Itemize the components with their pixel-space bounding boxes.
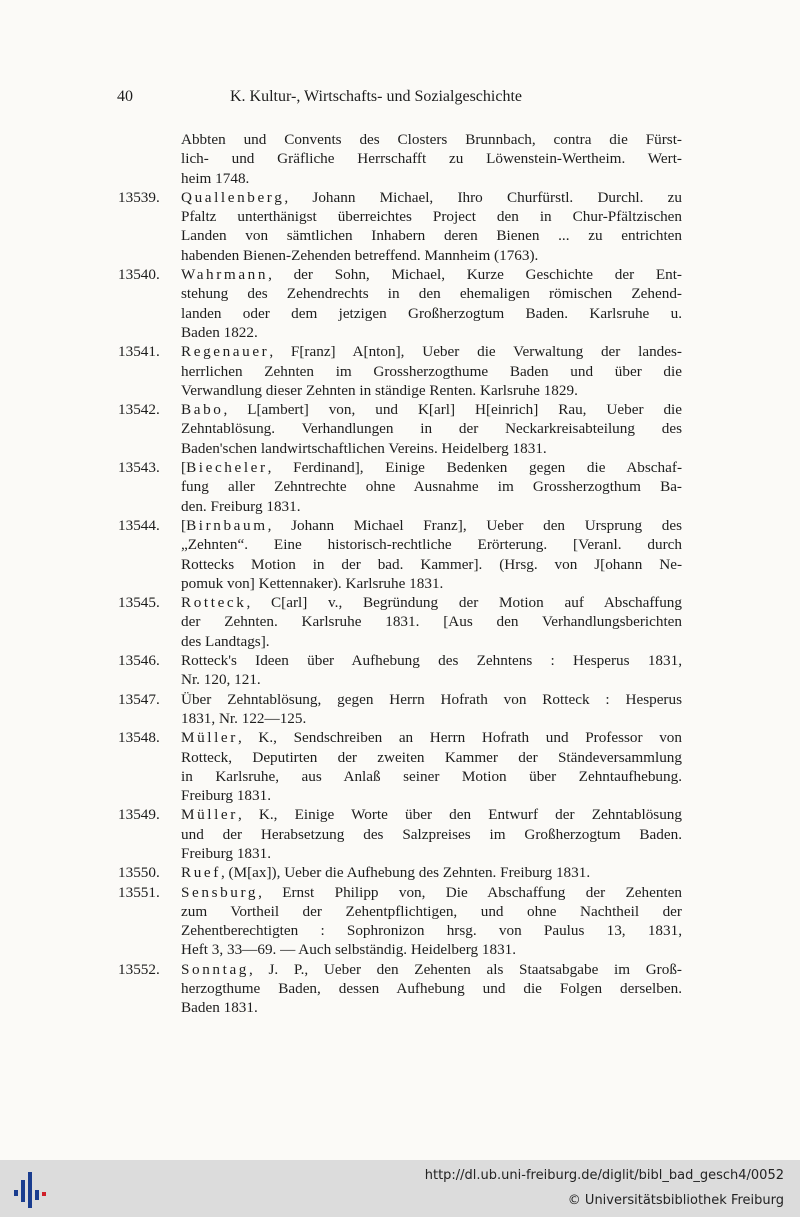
bibliography-entry [0,593,800,651]
author-name: Ruef [181,864,221,882]
entry-line: Rotteck's Ideen über Aufhebung des Zehntens : Hesperus 1831, [181,652,682,670]
entry-line: Müller, K., Einige Worte über den Entwurf der Zehntablösung [181,806,682,824]
bibliography-entry [0,130,800,188]
entry-line: Zehntablösung. Verhandlungen in der Neckarkreisabteilung des [181,420,682,438]
entry-line: heim 1748. [181,169,250,187]
entry-line: Baden 1831. [181,999,258,1017]
entry-number: 13552. [118,960,160,978]
entry-text [181,690,682,729]
entry-line: zum Vortheil der Zehentpflichtigen, und ohne Nachtheil der [181,902,682,920]
entry-line: 1831, Nr. 122—125. [181,709,307,727]
author-name: Sonntag [181,960,249,978]
entry-text [181,883,682,960]
bibliography-entry [0,400,800,458]
bibliography-entry [0,458,800,516]
entry-line: lich- und Gräfliche Herrschafft zu Löwenstein-Wertheim. Wert- [181,150,682,168]
entry-text [181,960,682,1018]
entry-line: des Landtags]. [181,632,270,650]
bibliography-entry [0,805,800,863]
entry-text [181,400,682,458]
author-name: Biecheler [186,459,268,477]
footer-copyright: © Universitätsbibliothek Freiburg [567,1193,784,1208]
entry-number: 13542. [118,401,160,419]
page-header [0,88,800,112]
entry-line: herzogthume Baden, dessen Aufhebung und die Folgen derselben. [181,980,682,998]
entry-number: 13539. [118,188,160,206]
entry-line: Sensburg, Ernst Philipp von, Die Abschaffung der Zehenten [181,883,682,901]
author-name: Wahrmann [181,266,269,284]
entry-line: der Zehnten. Karlsruhe 1831. [Aus den Verhandlungsberichten [181,613,682,631]
entry-line: Nr. 120, 121. [181,671,261,689]
entry-line: Ruef, (M[ax]), Ueber die Aufhebung des Zehnten. Freiburg 1831. [181,864,591,882]
entry-text [181,516,682,593]
author-name: Quallenberg [181,188,285,206]
author-name: Sensburg [181,883,259,901]
entry-text [181,728,682,805]
entry-line: „Zehnten“. Eine historisch-rechtliche Erörterung. [Veranl. durch [181,536,682,554]
entry-line: und der Herabsetzung des Salzpreises im Großherzogtum Baden. [181,825,682,843]
author-name: Müller [181,729,238,747]
entry-text [181,651,682,690]
entry-line: Über Zehntablösung, gegen Herrn Hofrath von Rotteck : Hesperus [181,690,682,708]
entry-line: [Biecheler, Ferdinand], Einige Bedenken gegen die Abschaf- [181,459,682,477]
entry-line: Baden 1822. [181,323,258,341]
entry-text [181,265,682,342]
entry-text [181,342,682,400]
entry-line: [Birnbaum, Johann Michael Franz], Ueber den Ursprung des [181,516,682,534]
bibliography-entry [0,188,800,265]
entry-line: habenden Bienen-Zehenden betreffend. Mannheim (1763). [181,246,539,264]
entry-number: 13551. [118,883,160,901]
entry-line: Freiburg 1831. [181,787,271,805]
entry-number: 13541. [118,343,160,361]
author-name: Babo [181,401,224,419]
entry-number: 13540. [118,266,160,284]
entry-line: pomuk von] Kettennaker). Karlsruhe 1831. [181,574,444,592]
entry-number: 13545. [118,594,160,612]
entry-line: Zehentberechtigten : Sophronizon hrsg. von Paulus 13, 1831, [181,922,682,940]
bibliography-list [0,130,800,1018]
entry-line: in Karlsruhe, aus Anlaß seiner Motion über Zehntaufhebung. [181,767,682,785]
bibliography-entry [0,342,800,400]
entry-line: Landen von sämtlichen Inhabern deren Bienen ... zu entrichten [181,227,682,245]
entry-line: Rotteck, Deputirten der zweiten Kammer der Ständeversammlung [181,748,682,766]
author-name: Birnbaum [186,516,268,534]
entry-line: Wahrmann, der Sohn, Michael, Kurze Geschichte der Ent- [181,266,682,284]
entry-line: Babo, L[ambert] von, und K[arl] H[einrich] Rau, Ueber die [181,401,682,419]
entry-line: Müller, K., Sendschreiben an Herrn Hofrath und Professor von [181,729,682,747]
entry-line: stehung des Zehendrechts in den ehemaligen römischen Zehend- [181,285,682,303]
entry-number: 13549. [118,806,160,824]
page-number: 40 [117,88,133,105]
footer-url-link[interactable]: http://dl.ub.uni-freiburg.de/diglit/bibl_bad_gesch4/0052 [424,1168,784,1183]
entry-line: Verwandlung dieser Zehnten in ständige Renten. Karlsruhe 1829. [181,381,578,399]
ub-freiburg-logo-icon[interactable] [10,1170,50,1210]
bibliography-entry [0,690,800,729]
running-title: K. Kultur-, Wirtschafts- und Sozialgeschichte [230,88,522,105]
entry-text [181,130,682,188]
entry-line: Sonntag, J. P., Ueber den Zehenten als Staatsabgabe im Groß- [181,960,682,978]
entry-number: 13543. [118,459,160,477]
entry-line: Freiburg 1831. [181,844,271,862]
author-name: Müller [181,806,238,824]
entry-text [181,863,682,882]
footer-bar [0,1160,800,1217]
entry-line: den. Freiburg 1831. [181,497,301,515]
author-name: Regenauer [181,343,270,361]
bibliography-entry [0,651,800,690]
entry-line: Quallenberg, Johann Michael, Ihro Churfürstl. Durchl. zu [181,188,682,206]
entry-line: fung aller Zehntrechte ohne Ausnahme im Grossherzogthum Ba- [181,478,682,496]
entry-line: Baden'schen landwirtschaftlichen Vereins. Heidelberg 1831. [181,439,547,457]
entry-line: Pfaltz unterthänigst überreichtes Project den in Chur-Pfältzischen [181,208,682,226]
entry-text [181,188,682,265]
entry-text [181,593,682,651]
entry-text [181,458,682,516]
bibliography-entry [0,516,800,593]
entry-text [181,805,682,863]
entry-number: 13546. [118,652,160,670]
entry-number: 13550. [118,864,160,882]
bibliography-entry [0,960,800,1018]
entry-line: landen oder dem jetzigen Großherzogtum Baden. Karlsruhe u. [181,304,682,322]
entry-line: Rotteck, C[arl] v., Begründung der Motion auf Abschaffung [181,594,682,612]
bibliography-entry [0,265,800,342]
bibliography-entry [0,883,800,960]
entry-number: 13544. [118,516,160,534]
entry-number: 13547. [118,690,160,708]
entry-line: Regenauer, F[ranz] A[nton], Ueber die Verwaltung der landes- [181,343,682,361]
entry-line: herrlichen Zehnten im Grossherzogthume Baden und über die [181,362,682,380]
entry-number: 13548. [118,729,160,747]
bibliography-entry [0,728,800,805]
entry-line: Abbten und Convents des Closters Brunnbach, contra die Fürst- [181,131,682,148]
bibliography-entry [0,863,800,882]
author-name: Rotteck [181,594,247,612]
entry-line: Rottecks Motion in der bad. Kammer]. (Hrsg. von J[ohann Ne- [181,555,682,573]
entry-line: Heft 3, 33—69. — Auch selbständig. Heidelberg 1831. [181,941,517,959]
